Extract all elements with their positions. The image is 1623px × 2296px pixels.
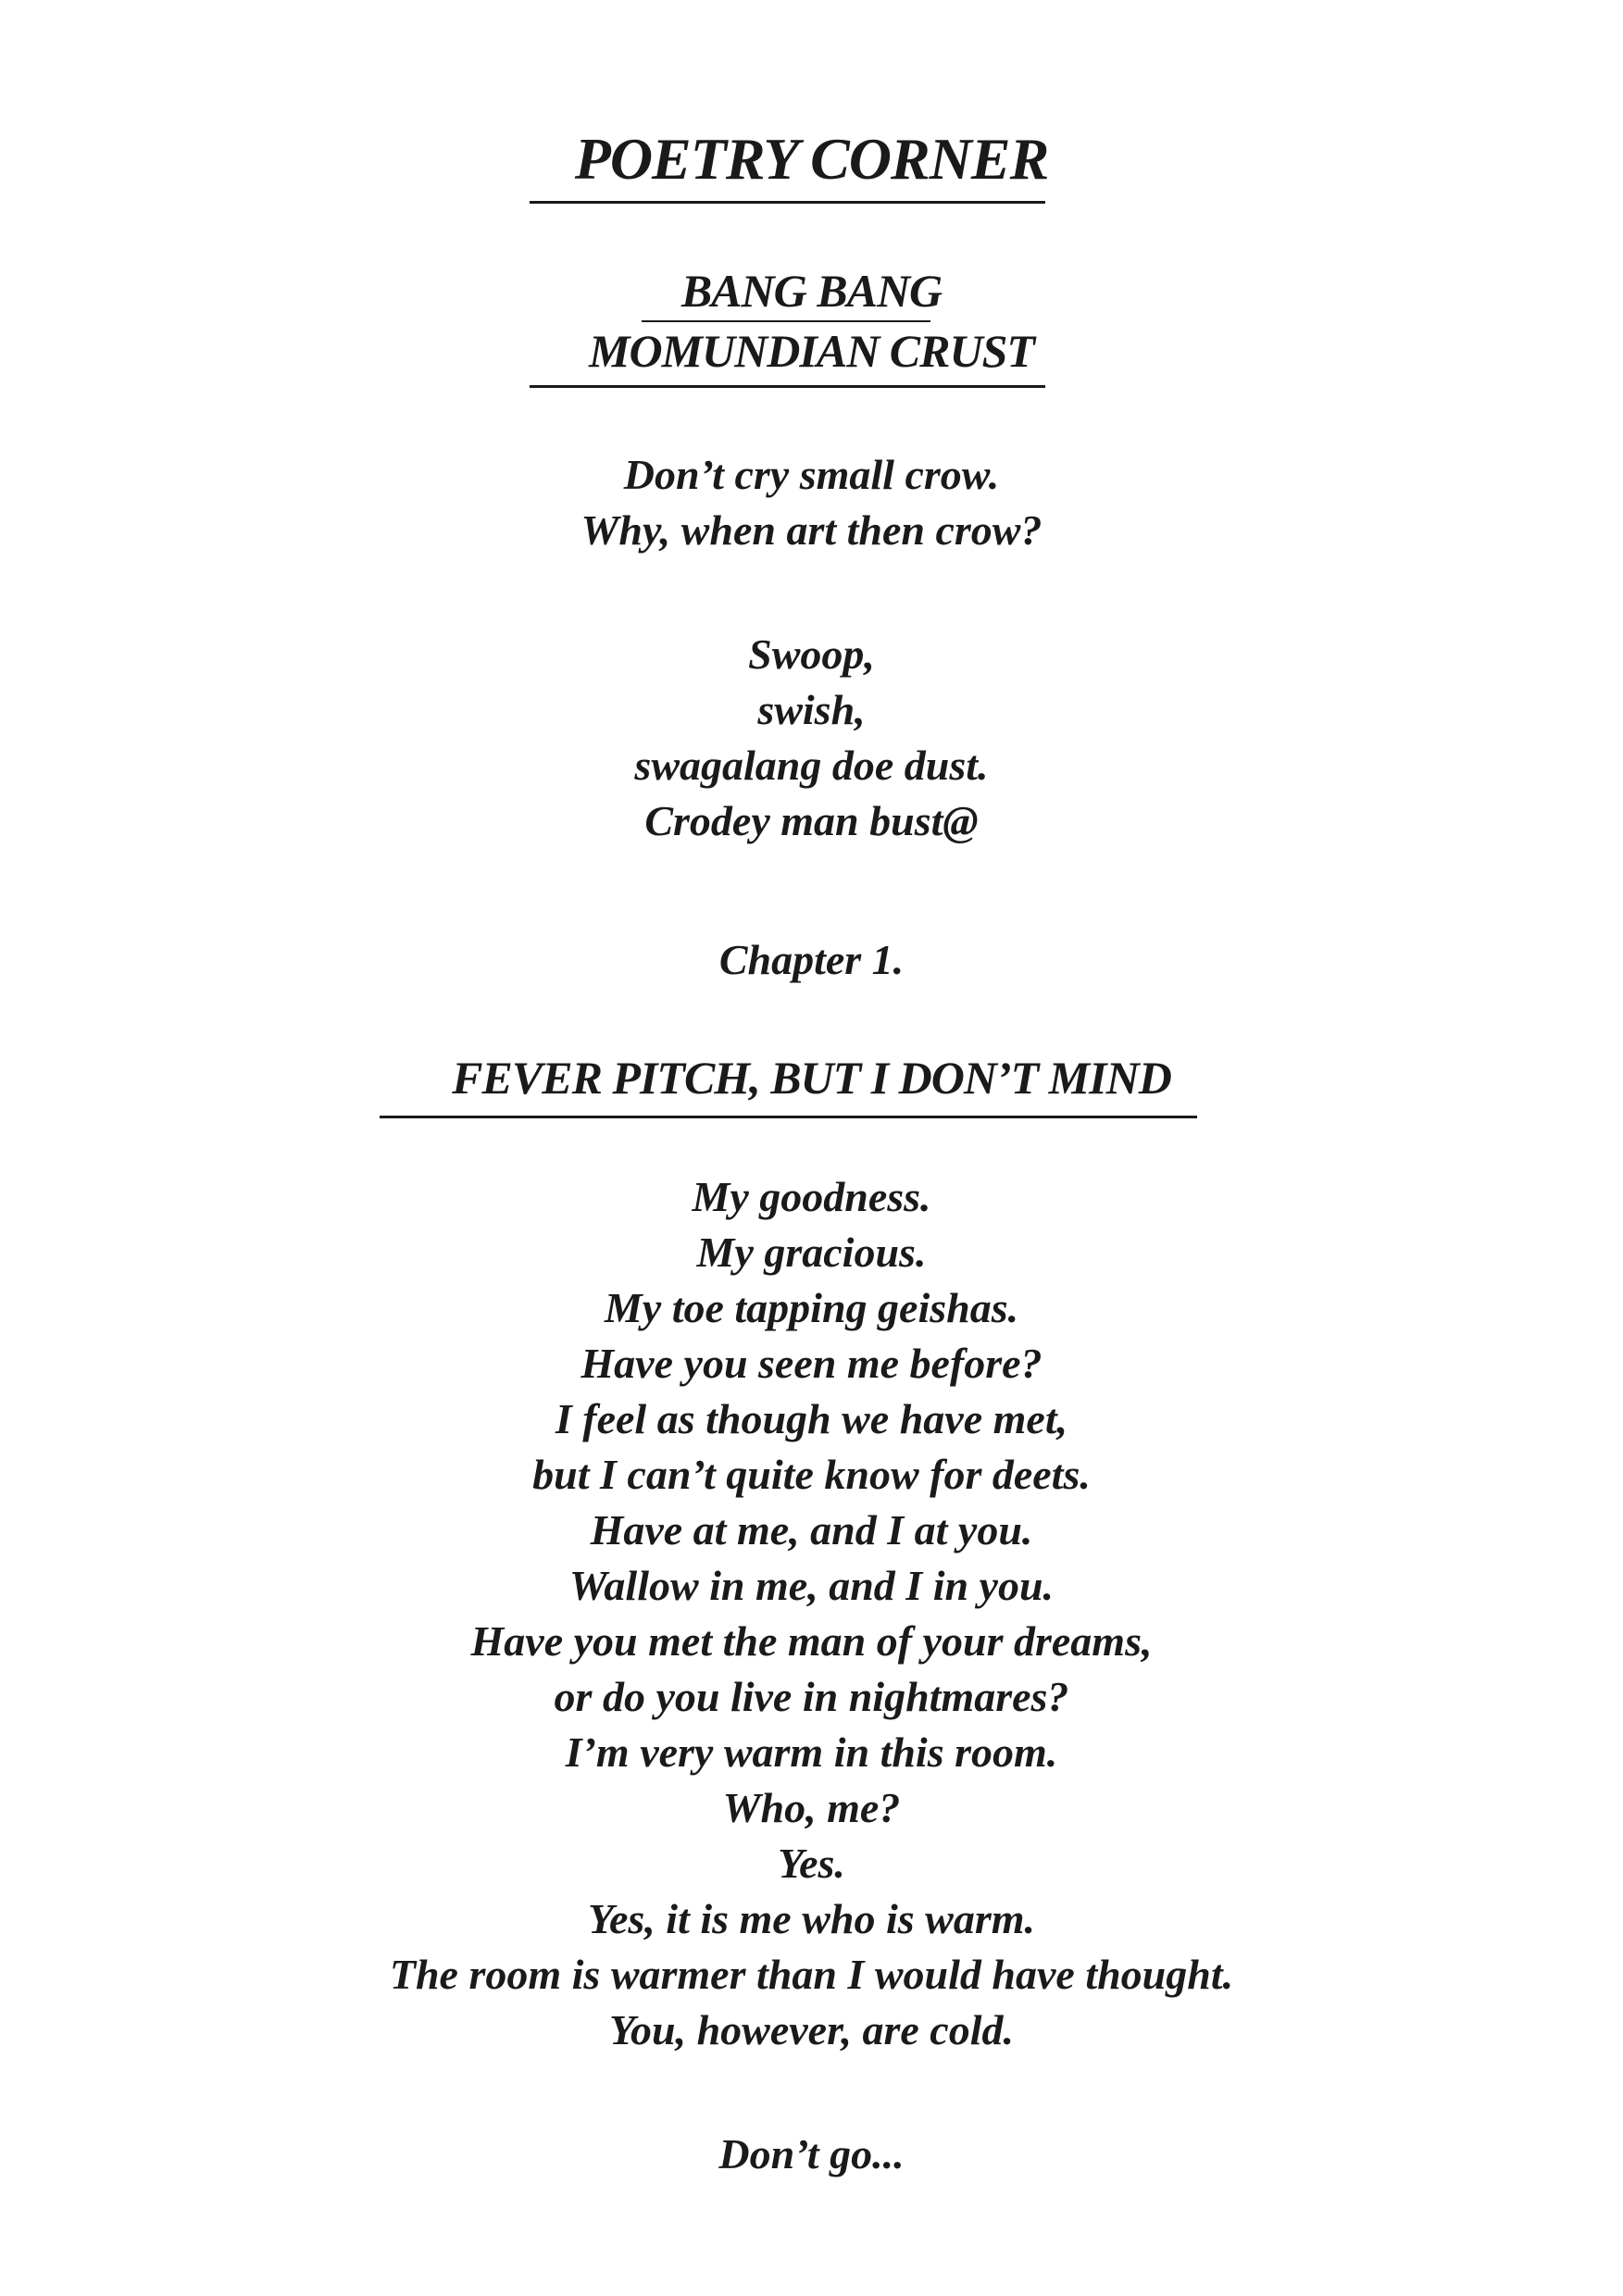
poem-title-inner-rule	[642, 320, 930, 322]
stanza1-line: Why, when art then crow?	[581, 506, 1042, 554]
poem2-line: My gracious.	[696, 1229, 927, 1276]
chapter-label: Chapter 1.	[718, 936, 905, 983]
poem2-line: You, however, are cold.	[609, 2006, 1014, 2053]
poem2-line: but I can’t quite know for deets.	[532, 1451, 1091, 1498]
poem-title-underline	[530, 385, 1045, 388]
chapter-title: FEVER PITCH, BUT I DON’T MIND	[452, 1052, 1171, 1104]
stanza2-line: Crodey man bust@	[644, 797, 979, 844]
poem2-line: Wallow in me, and I in you.	[568, 1562, 1055, 1609]
poem2-line: Who, me?	[722, 1784, 901, 1831]
stanza1-line: Don’t cry small crow.	[623, 451, 1000, 498]
poem2-line: My toe tapping geishas.	[604, 1284, 1019, 1331]
poem-title-line-2: MOMUNDIAN CRUST	[589, 325, 1034, 377]
poem2-closing-line: Don’t go...	[718, 2130, 905, 2177]
poem2-line: Yes, it is me who is warm.	[587, 1895, 1036, 1942]
poem2-line: Have at me, and I at you.	[590, 1506, 1033, 1554]
title-underline	[530, 201, 1045, 204]
poem2-line: I feel as though we have met,	[555, 1395, 1068, 1442]
stanza2-line: swish,	[757, 686, 866, 733]
poem2-line: or do you live in nightmares?	[554, 1673, 1069, 1720]
poem2-line: Have you seen me before?	[581, 1340, 1042, 1387]
poem2-line: The room is warmer than I would have thought.	[389, 1951, 1234, 1998]
page-title: POETRY CORNER	[574, 126, 1049, 192]
poem2-line: My goodness.	[692, 1173, 931, 1220]
poem2-line: I’m very warm in this room.	[565, 1728, 1058, 1776]
stanza2-line: Swoop,	[748, 630, 875, 678]
poem2-line: Yes.	[778, 1840, 845, 1887]
stanza2-line: swagalang doe dust.	[634, 742, 989, 789]
chapter-title-underline	[380, 1116, 1197, 1118]
poem-title-line-1: BANG BANG	[680, 265, 943, 317]
poem2-line: Have you met the man of your dreams,	[470, 1617, 1153, 1665]
